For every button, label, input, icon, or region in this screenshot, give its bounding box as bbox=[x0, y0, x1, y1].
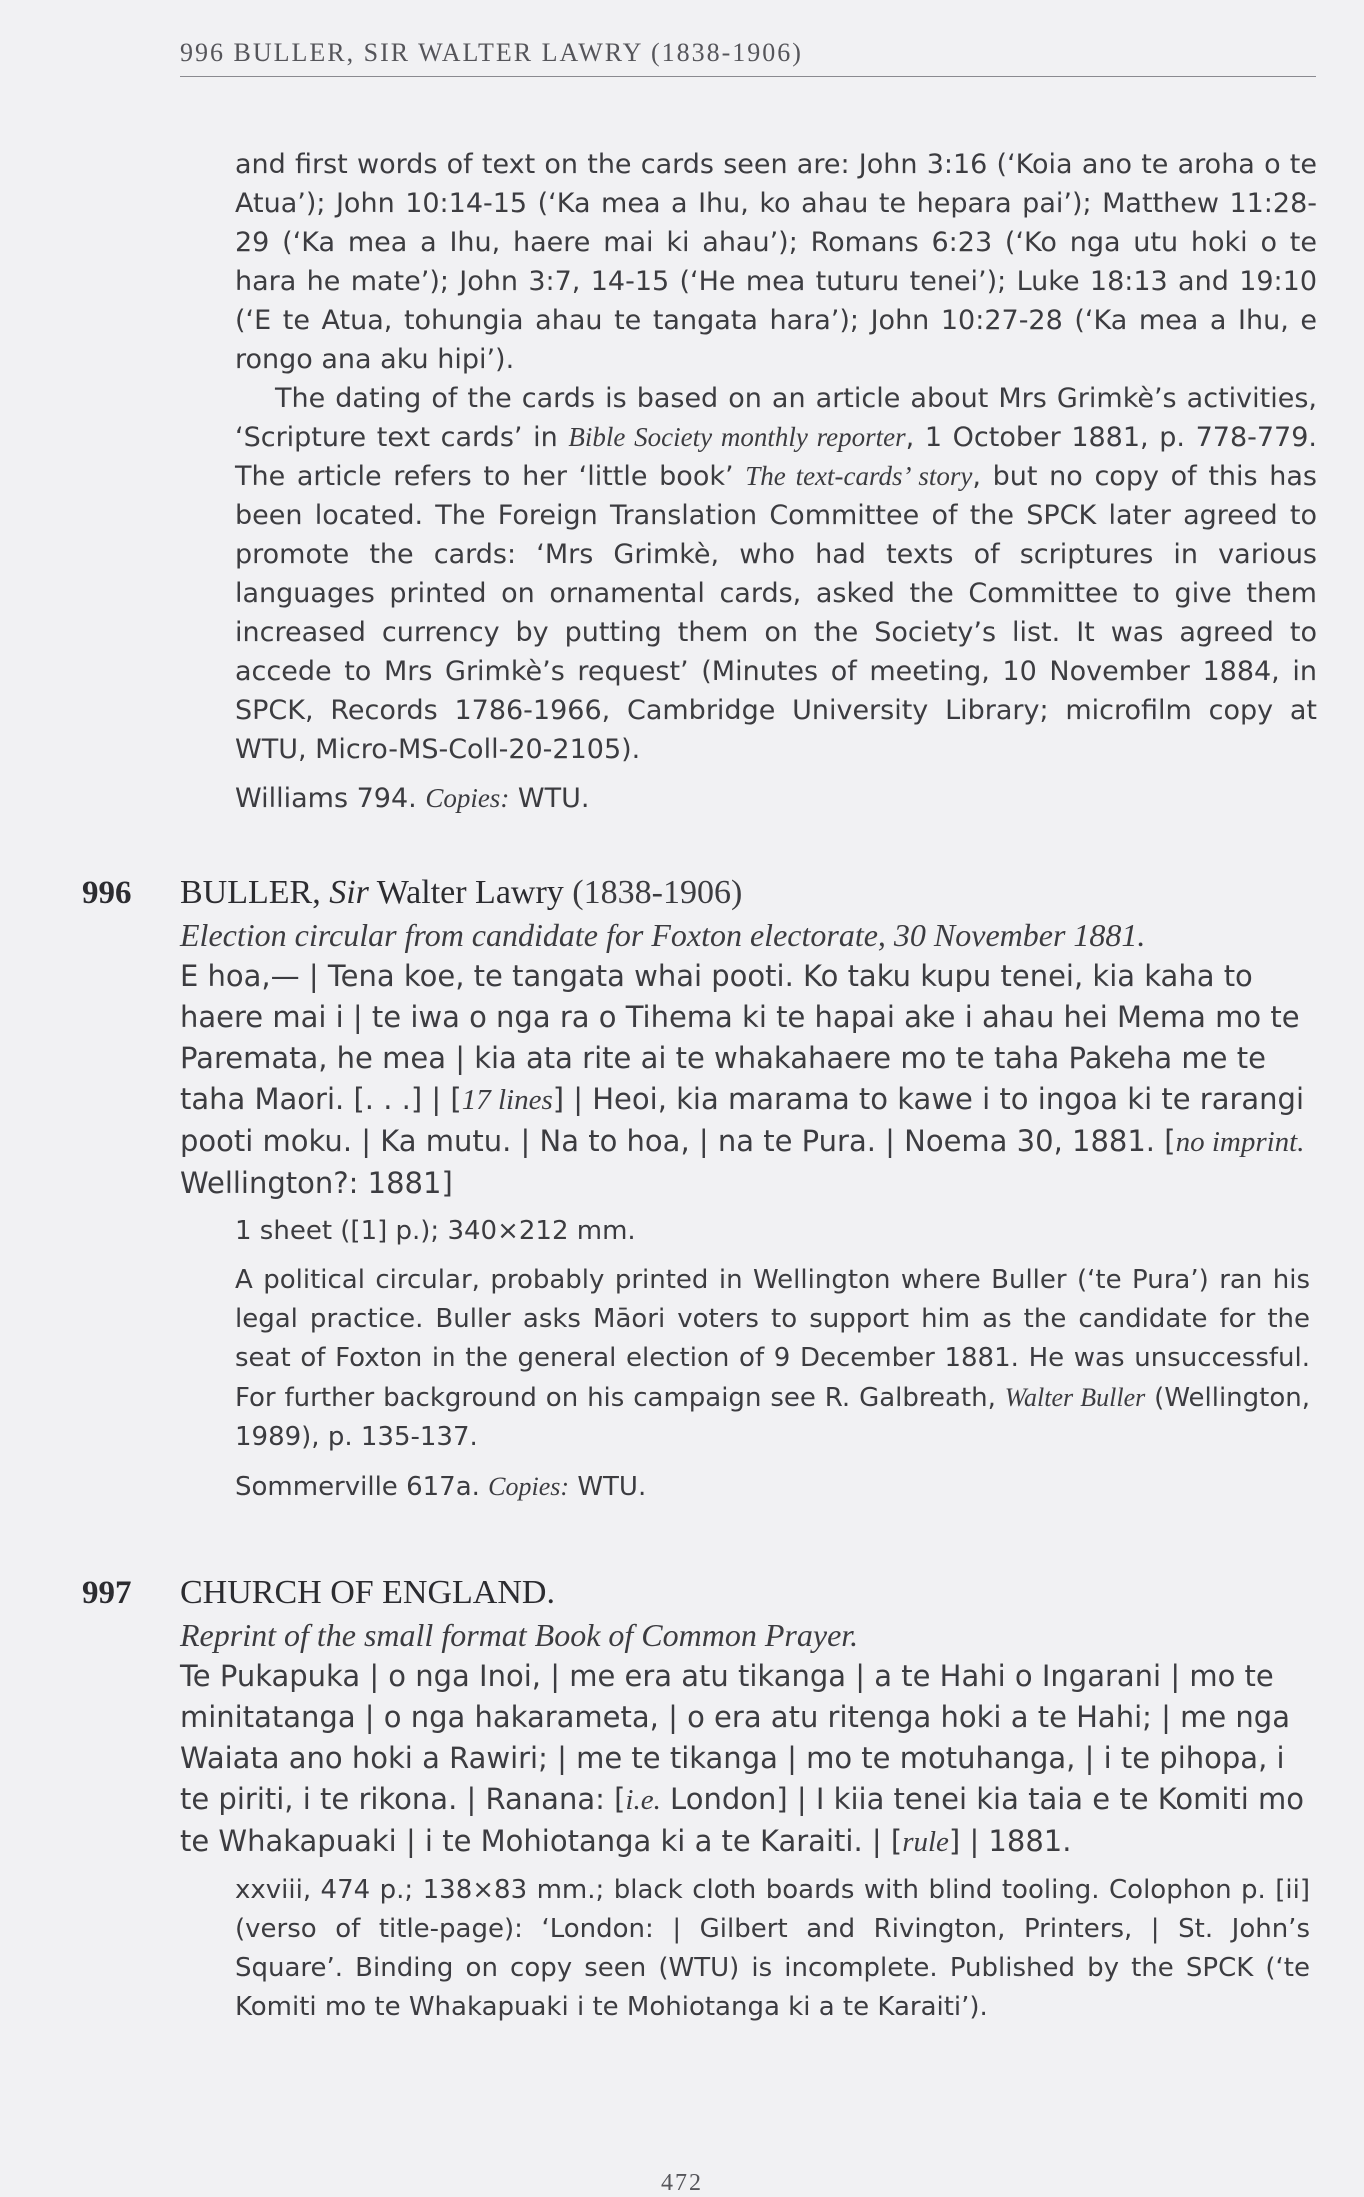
description: A political circular, probably printed in Wellington where Buller (‘te Pura’) ran his legal practice. Buller asks Māori voters to support him as the candidate for the seat of Foxton in the general election of 9 December 1881. He was unsuccessful. For further background on his campaign see R. Galbreath, Walter Buller (Wellington, 1989), p. 135-137. bbox=[235, 1265, 1311, 1452]
book-title: The text-cards’ story bbox=[745, 461, 973, 491]
continued-paragraph-2: The dating of the cards is based on an article about Mrs Grimkè’s activities, ‘Scripture text cards’ in Bible Society monthly reporter, 1 October 1881, p. 778-779. The article refers to her ‘little book’ The text-cards’ story, but no copy of this has been located. The Foreign Translation Committee of the SPCK later agreed to promote the cards: ‘Mrs Grimkè, who had texts of scriptures in various languages printed on ornamental cards, asked the Committee to give them increased currency by putting them on the Society’s list. It was agreed to accede to Mrs Grimkè’s request’ (Minutes of meeting, 10 November 1884, in SPCK, Records 1786-1966, Cambridge University Library; microfilm copy at WTU, Micro-MS-Coll-20-2105). bbox=[235, 383, 1317, 765]
references: Sommerville 617a. Copies: WTU. bbox=[235, 1472, 647, 1502]
continued-entry bbox=[235, 145, 1317, 818]
collation: xxviii, 474 p.; 138×83 mm.; black cloth boards with blind tooling. Colophon p. [ii] (verso of title-page): ‘London: | Gilbert and Rivington, Printers, | St. John’s Square’. Binding on copy seen (WTU) is incomplete. Published by the SPCK (‘te Komiti mo te Whakapuaki i te Mohiotanga ki a te Karaiti’). bbox=[235, 1875, 1310, 2022]
page-number: 472 bbox=[661, 2170, 703, 2196]
title-transcription: Te Pukapuka | o nga Inoi, | me era atu tikanga | a te Hahi o Ingarani | mo te minitatanga | o nga hakarameta, | o era atu ritenga hoki a te Hahi; | me nga Waiata ano hoki a Rawiri; | me te tikanga | mo te motuhanga, | i te pihopa, i te piriti, i te rikona. | Ranana: [i.e. London] | I kiia tenei kia taia e te Komiti mo te Whakapuaki | i te Mohiotanga ki a te Karaiti. | [rule] | 1881. bbox=[180, 1659, 1305, 1858]
collation: 1 sheet ([1] p.); 340×212 mm. bbox=[235, 1216, 636, 1246]
entry-heading: CHURCH OF ENGLAND. bbox=[180, 1574, 555, 1611]
title-transcription: E hoa,— | Tena koe, te tangata whai pooti. Ko taku kupu tenei, kia kaha to haere mai i | te iwa o nga ra o Tihema ki te hapai ake i ahau hei Mema mo te Paremata, he mea | kia ata rite ai te whakahaere mo te taha Pakeha me te taha Maori. [. . .] | [17 lines] | Heoi, kia marama to kawe i to ingoa ki te rarangi pooti moku. | Ka mutu. | Na to hoa, | na te Pura. | Noema 30, 1881. [no imprint. Wellington?: 1881] bbox=[180, 959, 1305, 1200]
entry-subtitle: Election circular from candidate for Foxton electorate, 30 November 1881. bbox=[180, 917, 1146, 953]
running-head: 996 BULLER, SIR WALTER LAWRY (1838-1906) bbox=[180, 38, 803, 67]
entry-number: 996 bbox=[82, 875, 132, 911]
entry-subtitle: Reprint of the small format Book of Common Prayer. bbox=[180, 1617, 859, 1653]
continued-paragraph-1: and first words of text on the cards seen are: John 3:16 (‘Koia ano te aroha o te Atua’); John 10:14-15 (‘Ka mea a Ihu, ko ahau te hepara pai’); Matthew 11:28-29 (‘Ka mea a Ihu, haere mai ki ahau’); Romans 6:23 (‘Ko nga utu hoki o te hara he mate’); John 3:7, 14-15 (‘He mea tuturu tenei’); Luke 18:13 and 19:10 (‘E te Atua, tohungia ahau te tangata hara’); John 10:27-28 (‘Ka mea a Ihu, e rongo ana aku hipi’). bbox=[235, 149, 1317, 375]
journal-title: Bible Society monthly reporter bbox=[568, 422, 906, 452]
continued-references: Williams 794. Copies: WTU. bbox=[235, 783, 590, 814]
entry-heading: BULLER, Sir Walter Lawry (1838-1906) bbox=[180, 874, 743, 911]
header-rule bbox=[180, 76, 1316, 77]
entry-body bbox=[180, 872, 1310, 1507]
entry-body bbox=[180, 1572, 1310, 2027]
entry-number: 997 bbox=[82, 1575, 132, 1611]
